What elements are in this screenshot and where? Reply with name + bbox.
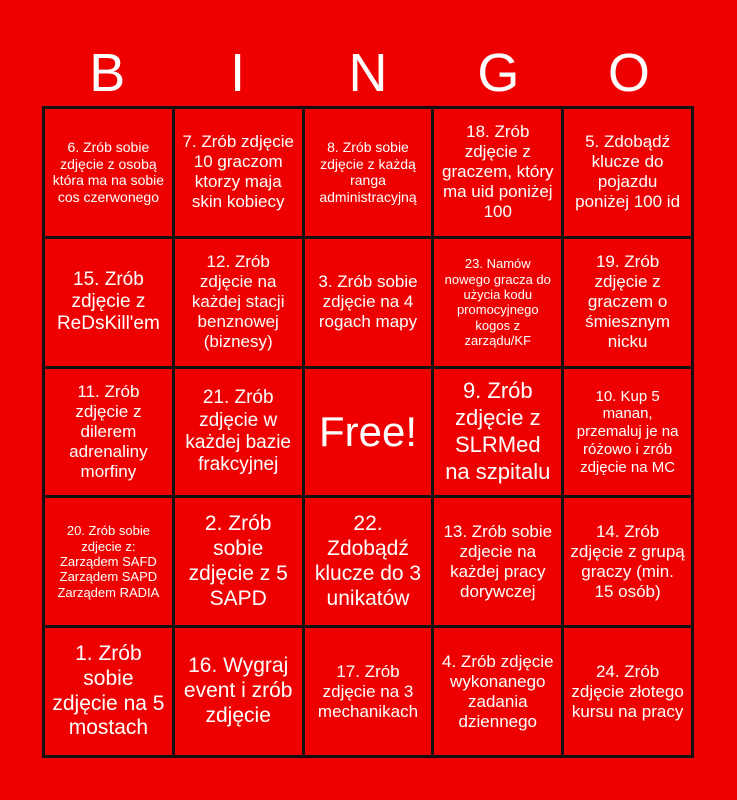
bingo-cell[interactable]: 16. Wygraj event i zrób zdjęcie — [175, 628, 302, 755]
bingo-cell[interactable]: 12. Zrób zdjęcie na każdej stacji benznowej (biznesy) — [175, 239, 302, 366]
header-letter-g: G — [477, 43, 520, 103]
header-letter-o: O — [607, 43, 650, 103]
bingo-cell[interactable]: 3. Zrób sobie zdjęcie na 4 rogach mapy — [305, 239, 432, 366]
bingo-cell[interactable]: 24. Zrób zdjęcie złotego kursu na pracy — [564, 628, 691, 755]
bingo-cell[interactable]: 13. Zrób sobie zdjecie na każdej pracy dorywczej — [434, 498, 561, 625]
bingo-cell[interactable]: 2. Zrób sobie zdjęcie z 5 SAPD — [175, 498, 302, 625]
bingo-cell[interactable]: 5. Zdobądź klucze do pojazdu poniżej 100 id — [564, 109, 691, 236]
header-letter-i: I — [230, 43, 246, 103]
bingo-header — [42, 40, 694, 106]
bingo-cell[interactable]: 17. Zrób zdjęcie na 3 mechanikach — [305, 628, 432, 755]
bingo-cell[interactable]: 15. Zrób zdjęcie z ReDsKill'em — [45, 239, 172, 366]
bingo-cell[interactable]: 20. Zrób sobie zdjecie z: Zarządem SAFD Zarządem SAPD Zarządem RADIA — [45, 498, 172, 625]
bingo-cell[interactable]: 10. Kup 5 manan, przemaluj je na różowo i zrób zdjęcie na MC — [564, 369, 691, 496]
bingo-grid — [42, 106, 694, 758]
bingo-cell[interactable]: 4. Zrób zdjęcie wykonanego zadania dziennego — [434, 628, 561, 755]
bingo-cell[interactable]: 11. Zrób zdjęcie z dilerem adrenaliny morfiny — [45, 369, 172, 496]
bingo-cell[interactable]: 19. Zrób zdjęcie z graczem o śmiesznym nicku — [564, 239, 691, 366]
bingo-cell[interactable]: 8. Zrób sobie zdjęcie z każdą ranga administracyjną — [305, 109, 432, 236]
bingo-cell[interactable]: 6. Zrób sobie zdjęcie z osobą która ma na sobie cos czerwonego — [45, 109, 172, 236]
bingo-cell[interactable]: 22. Zdobądź klucze do 3 unikatów — [305, 498, 432, 625]
header-letter-b: B — [89, 43, 126, 103]
bingo-cell[interactable]: 23. Namów nowego gracza do użycia kodu promocyjnego kogos z zarządu/KF — [434, 239, 561, 366]
bingo-cell[interactable]: 1. Zrób sobie zdjęcie na 5 mostach — [45, 628, 172, 755]
bingo-cell[interactable]: 7. Zrób zdjęcie 10 graczom ktorzy maja skin kobiecy — [175, 109, 302, 236]
header-letter-n: N — [348, 43, 388, 103]
bingo-cell[interactable]: 9. Zrób zdjęcie z SLRMed na szpitalu — [434, 369, 561, 496]
free-space-cell[interactable]: Free! — [305, 369, 432, 496]
bingo-cell[interactable]: 21. Zrób zdjęcie w każdej bazie frakcyjnej — [175, 369, 302, 496]
bingo-cell[interactable]: 14. Zrób zdjęcie z grupą graczy (min. 15 osób) — [564, 498, 691, 625]
bingo-cell[interactable]: 18. Zrób zdjęcie z graczem, który ma uid poniżej 100 — [434, 109, 561, 236]
